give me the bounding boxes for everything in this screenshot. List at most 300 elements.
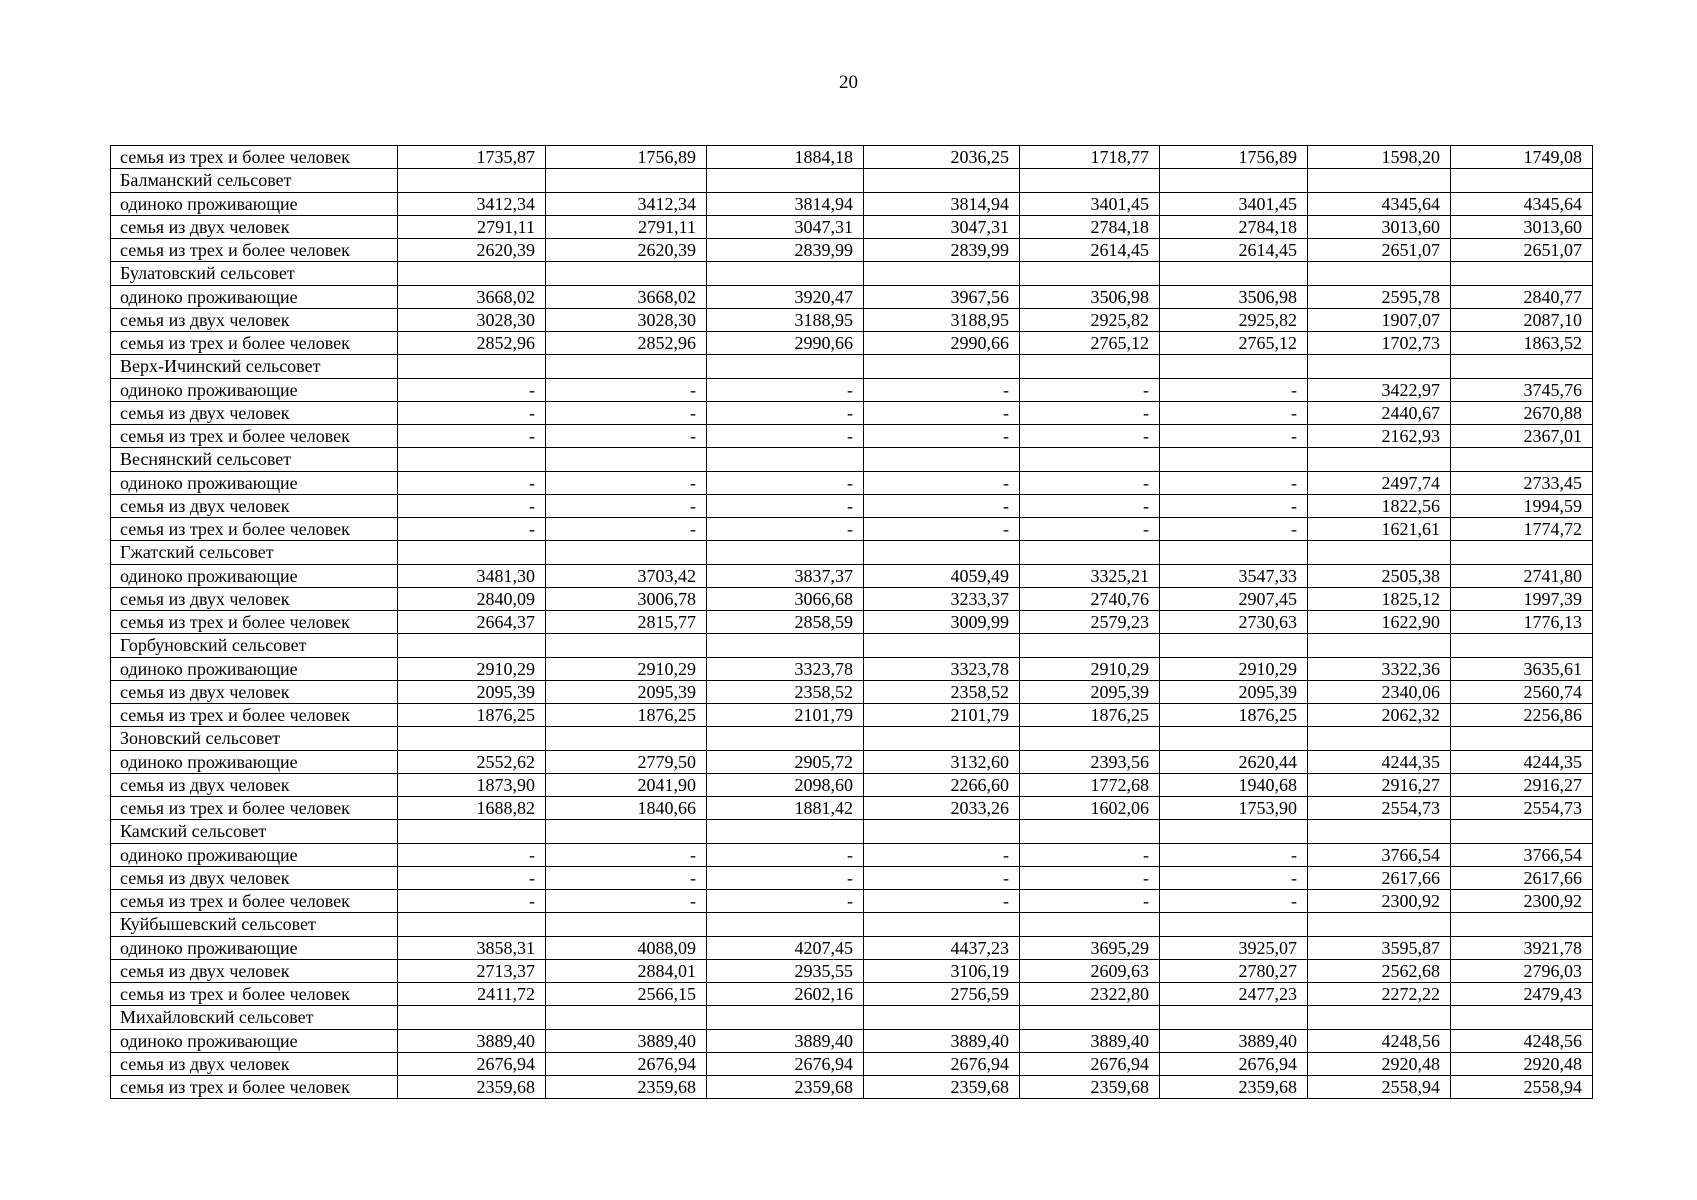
value-cell — [707, 541, 864, 564]
value-cell: 3006,78 — [546, 587, 707, 610]
value-cell: 3920,47 — [707, 285, 864, 308]
value-cell: - — [1160, 890, 1308, 913]
value-cell: - — [1160, 494, 1308, 517]
value-cell: 2300,92 — [1451, 890, 1593, 913]
value-cell: 3481,30 — [398, 564, 546, 587]
table-body — [111, 146, 1593, 1099]
table-row — [111, 820, 1593, 843]
value-cell: 2595,78 — [1308, 285, 1451, 308]
row-label: семья из трех и более человек — [111, 1076, 398, 1099]
value-cell: 2062,32 — [1308, 704, 1451, 727]
value-cell: 2340,06 — [1308, 680, 1451, 703]
value-cell: - — [1020, 494, 1160, 517]
value-cell — [1020, 355, 1160, 378]
value-cell: 3967,56 — [864, 285, 1020, 308]
value-cell: 2676,94 — [1160, 1052, 1308, 1075]
value-cell — [398, 541, 546, 564]
value-cell: - — [546, 843, 707, 866]
table-row — [111, 448, 1593, 471]
value-cell: - — [546, 866, 707, 889]
row-label: Верх-Ичинский сельсовет — [111, 355, 398, 378]
value-cell: 4345,64 — [1308, 192, 1451, 215]
value-cell — [398, 1006, 546, 1029]
table-row — [111, 1076, 1593, 1099]
value-cell: 2791,11 — [398, 215, 546, 238]
value-cell — [1308, 169, 1451, 192]
value-cell: 2620,39 — [546, 239, 707, 262]
row-label: Веснянский сельсовет — [111, 448, 398, 471]
value-cell: 2554,73 — [1308, 797, 1451, 820]
value-cell: - — [707, 518, 864, 541]
table-row — [111, 378, 1593, 401]
value-cell: 2614,45 — [1020, 239, 1160, 262]
value-cell — [1160, 1006, 1308, 1029]
value-cell: 2676,94 — [864, 1052, 1020, 1075]
value-cell — [1020, 1006, 1160, 1029]
table-row — [111, 146, 1593, 169]
value-cell: - — [864, 890, 1020, 913]
value-cell — [864, 820, 1020, 843]
value-cell — [1308, 1006, 1451, 1029]
row-label: одиноко проживающие — [111, 1029, 398, 1052]
value-cell — [1308, 262, 1451, 285]
value-cell — [707, 913, 864, 936]
value-cell: 2367,01 — [1451, 425, 1593, 448]
value-cell: - — [864, 494, 1020, 517]
value-cell: 2041,90 — [546, 773, 707, 796]
value-cell: 1718,77 — [1020, 146, 1160, 169]
value-cell: - — [1020, 378, 1160, 401]
row-label: семья из двух человек — [111, 680, 398, 703]
value-cell: 2925,82 — [1160, 308, 1308, 331]
value-cell: 2359,68 — [864, 1076, 1020, 1099]
value-cell — [1020, 262, 1160, 285]
value-cell: 2101,79 — [707, 704, 864, 727]
value-cell: 1997,39 — [1451, 587, 1593, 610]
value-cell: 2552,62 — [398, 750, 546, 773]
value-cell — [707, 727, 864, 750]
value-cell: 3925,07 — [1160, 936, 1308, 959]
value-cell: 3188,95 — [864, 308, 1020, 331]
row-label: одиноко проживающие — [111, 936, 398, 959]
row-label: семья из трех и более человек — [111, 890, 398, 913]
value-cell — [707, 355, 864, 378]
value-cell: 1876,25 — [1020, 704, 1160, 727]
row-label: Гжатский сельсовет — [111, 541, 398, 564]
row-label: одиноко проживающие — [111, 471, 398, 494]
value-cell: - — [864, 401, 1020, 424]
value-cell: 2884,01 — [546, 959, 707, 982]
value-cell — [546, 820, 707, 843]
value-cell: 2562,68 — [1308, 959, 1451, 982]
value-cell: 1702,73 — [1308, 332, 1451, 355]
value-cell: 4059,49 — [864, 564, 1020, 587]
row-label: семья из трех и более человек — [111, 518, 398, 541]
value-cell: 2359,68 — [1020, 1076, 1160, 1099]
value-cell: 2651,07 — [1308, 239, 1451, 262]
value-cell — [1160, 541, 1308, 564]
value-cell: 2095,39 — [1160, 680, 1308, 703]
value-cell: 2358,52 — [707, 680, 864, 703]
value-cell: - — [398, 401, 546, 424]
value-cell — [1020, 727, 1160, 750]
value-cell: 3013,60 — [1308, 215, 1451, 238]
value-cell — [1308, 727, 1451, 750]
value-cell: - — [398, 518, 546, 541]
value-cell — [864, 1006, 1020, 1029]
value-cell — [864, 448, 1020, 471]
row-label: семья из трех и более человек — [111, 797, 398, 820]
table-row — [111, 471, 1593, 494]
value-cell: - — [864, 866, 1020, 889]
value-cell: 3188,95 — [707, 308, 864, 331]
value-cell: 3668,02 — [546, 285, 707, 308]
value-cell: 3401,45 — [1020, 192, 1160, 215]
value-cell: 2095,39 — [1020, 680, 1160, 703]
value-cell: 1602,06 — [1020, 797, 1160, 820]
value-cell: 3323,78 — [864, 657, 1020, 680]
row-label: семья из двух человек — [111, 494, 398, 517]
value-cell: 3412,34 — [546, 192, 707, 215]
value-cell: 3595,87 — [1308, 936, 1451, 959]
value-cell — [1020, 541, 1160, 564]
value-cell: 2558,94 — [1308, 1076, 1451, 1099]
value-cell: 4244,35 — [1308, 750, 1451, 773]
value-cell: 2740,76 — [1020, 587, 1160, 610]
row-label: одиноко проживающие — [111, 285, 398, 308]
value-cell: 2670,88 — [1451, 401, 1593, 424]
value-cell: 2910,29 — [1020, 657, 1160, 680]
value-cell: 1621,61 — [1308, 518, 1451, 541]
value-cell: 3132,60 — [864, 750, 1020, 773]
value-cell: 3889,40 — [546, 1029, 707, 1052]
value-cell — [864, 169, 1020, 192]
value-cell — [707, 448, 864, 471]
value-cell — [1451, 448, 1593, 471]
value-cell — [1020, 913, 1160, 936]
value-cell: 1825,12 — [1308, 587, 1451, 610]
row-label: семья из двух человек — [111, 587, 398, 610]
value-cell: 2479,43 — [1451, 983, 1593, 1006]
row-label: семья из двух человек — [111, 866, 398, 889]
value-cell: 3889,40 — [864, 1029, 1020, 1052]
row-label: одиноко проживающие — [111, 657, 398, 680]
table-row — [111, 959, 1593, 982]
value-cell: 1756,89 — [546, 146, 707, 169]
value-cell — [864, 634, 1020, 657]
table-row — [111, 192, 1593, 215]
value-cell: 3766,54 — [1451, 843, 1593, 866]
value-cell: - — [1160, 518, 1308, 541]
value-cell: 1873,90 — [398, 773, 546, 796]
value-cell: 2779,50 — [546, 750, 707, 773]
table-row — [111, 634, 1593, 657]
value-cell — [546, 913, 707, 936]
value-cell — [1020, 634, 1160, 657]
table-row — [111, 704, 1593, 727]
value-cell: - — [1020, 518, 1160, 541]
value-cell — [546, 634, 707, 657]
value-cell: 2852,96 — [546, 332, 707, 355]
value-cell — [398, 262, 546, 285]
table-row — [111, 657, 1593, 680]
value-cell: 2272,22 — [1308, 983, 1451, 1006]
value-cell: - — [707, 471, 864, 494]
value-cell: 2910,29 — [398, 657, 546, 680]
value-cell: 4345,64 — [1451, 192, 1593, 215]
value-cell: 3325,21 — [1020, 564, 1160, 587]
value-cell: 2651,07 — [1451, 239, 1593, 262]
table-row — [111, 285, 1593, 308]
value-cell — [1451, 262, 1593, 285]
value-cell: 2566,15 — [546, 983, 707, 1006]
value-cell: 1756,89 — [1160, 146, 1308, 169]
value-cell: 4244,35 — [1451, 750, 1593, 773]
table-row — [111, 773, 1593, 796]
value-cell — [1308, 355, 1451, 378]
table-row — [111, 239, 1593, 262]
value-cell — [1308, 634, 1451, 657]
row-label: Камский сельсовет — [111, 820, 398, 843]
value-cell: 2780,27 — [1160, 959, 1308, 982]
value-cell: 2440,67 — [1308, 401, 1451, 424]
value-cell: - — [1160, 401, 1308, 424]
value-cell: 4437,23 — [864, 936, 1020, 959]
value-cell: - — [398, 866, 546, 889]
value-cell: 2796,03 — [1451, 959, 1593, 982]
value-cell: 2990,66 — [707, 332, 864, 355]
subsistence-table — [110, 145, 1593, 1099]
value-cell: 2393,56 — [1020, 750, 1160, 773]
value-cell: - — [1020, 866, 1160, 889]
value-cell: 2713,37 — [398, 959, 546, 982]
value-cell — [1451, 1006, 1593, 1029]
row-label: Зоновский сельсовет — [111, 727, 398, 750]
value-cell: - — [864, 518, 1020, 541]
value-cell: 3412,34 — [398, 192, 546, 215]
value-cell — [546, 541, 707, 564]
value-cell — [1160, 355, 1308, 378]
value-cell: 2676,94 — [546, 1052, 707, 1075]
value-cell: 2602,16 — [707, 983, 864, 1006]
value-cell: 2609,63 — [1020, 959, 1160, 982]
value-cell: 2322,80 — [1020, 983, 1160, 1006]
table-row — [111, 843, 1593, 866]
value-cell — [864, 355, 1020, 378]
value-cell: 2359,68 — [546, 1076, 707, 1099]
value-cell: 2411,72 — [398, 983, 546, 1006]
value-cell: - — [707, 401, 864, 424]
table-row — [111, 797, 1593, 820]
value-cell: 4248,56 — [1308, 1029, 1451, 1052]
row-label: одиноко проживающие — [111, 378, 398, 401]
row-label: Балманский сельсовет — [111, 169, 398, 192]
value-cell: - — [398, 890, 546, 913]
value-cell — [398, 169, 546, 192]
value-cell: - — [707, 843, 864, 866]
value-cell: 2920,48 — [1308, 1052, 1451, 1075]
value-cell — [707, 169, 864, 192]
value-cell: 3668,02 — [398, 285, 546, 308]
page-number: 20 — [839, 72, 858, 93]
value-cell — [1308, 541, 1451, 564]
value-cell — [398, 913, 546, 936]
value-cell: 2359,68 — [707, 1076, 864, 1099]
row-label: семья из трех и более человек — [111, 704, 398, 727]
value-cell: 2840,09 — [398, 587, 546, 610]
value-cell: 2916,27 — [1308, 773, 1451, 796]
value-cell: 1598,20 — [1308, 146, 1451, 169]
value-cell — [1451, 727, 1593, 750]
table-row — [111, 866, 1593, 889]
value-cell: 2676,94 — [707, 1052, 864, 1075]
value-cell: - — [1020, 843, 1160, 866]
value-cell — [1160, 913, 1308, 936]
table-row — [111, 750, 1593, 773]
value-cell: 1688,82 — [398, 797, 546, 820]
value-cell: 2497,74 — [1308, 471, 1451, 494]
table-row — [111, 1029, 1593, 1052]
value-cell: - — [398, 378, 546, 401]
value-cell: - — [1020, 890, 1160, 913]
value-cell: 2087,10 — [1451, 308, 1593, 331]
value-cell: 1822,56 — [1308, 494, 1451, 517]
value-cell — [1160, 448, 1308, 471]
value-cell: - — [398, 843, 546, 866]
table-row — [111, 518, 1593, 541]
value-cell: 2840,77 — [1451, 285, 1593, 308]
value-cell: 1622,90 — [1308, 611, 1451, 634]
table-row — [111, 262, 1593, 285]
value-cell: 2730,63 — [1160, 611, 1308, 634]
value-cell — [398, 634, 546, 657]
value-cell: 3858,31 — [398, 936, 546, 959]
value-cell: 2095,39 — [546, 680, 707, 703]
row-label: семья из трех и более человек — [111, 146, 398, 169]
value-cell: 2791,11 — [546, 215, 707, 238]
table-row — [111, 169, 1593, 192]
value-cell: 2676,94 — [1020, 1052, 1160, 1075]
value-cell — [398, 448, 546, 471]
table-row — [111, 1006, 1593, 1029]
row-label: семья из двух человек — [111, 773, 398, 796]
value-cell: 2617,66 — [1451, 866, 1593, 889]
value-cell: 2784,18 — [1160, 215, 1308, 238]
value-cell: 2358,52 — [864, 680, 1020, 703]
value-cell — [1160, 727, 1308, 750]
row-label: семья из трех и более человек — [111, 332, 398, 355]
value-cell: 3401,45 — [1160, 192, 1308, 215]
value-cell — [546, 169, 707, 192]
value-cell: - — [864, 378, 1020, 401]
value-cell: - — [1160, 843, 1308, 866]
row-label: одиноко проживающие — [111, 750, 398, 773]
value-cell: 2579,23 — [1020, 611, 1160, 634]
value-cell: 3233,37 — [864, 587, 1020, 610]
value-cell: 4248,56 — [1451, 1029, 1593, 1052]
value-cell: - — [1020, 471, 1160, 494]
value-cell — [398, 355, 546, 378]
value-cell: 2741,80 — [1451, 564, 1593, 587]
table-row — [111, 983, 1593, 1006]
value-cell: 2733,45 — [1451, 471, 1593, 494]
value-cell: 2916,27 — [1451, 773, 1593, 796]
value-cell: - — [398, 471, 546, 494]
value-cell: 2935,55 — [707, 959, 864, 982]
value-cell: 3837,37 — [707, 564, 864, 587]
value-cell: 3047,31 — [864, 215, 1020, 238]
row-label: Михайловский сельсовет — [111, 1006, 398, 1029]
value-cell — [1160, 169, 1308, 192]
value-cell: 1876,25 — [1160, 704, 1308, 727]
value-cell — [707, 262, 864, 285]
value-cell: - — [864, 843, 1020, 866]
table-row — [111, 401, 1593, 424]
value-cell — [546, 262, 707, 285]
value-cell: - — [1160, 425, 1308, 448]
value-cell: - — [1160, 471, 1308, 494]
value-cell: - — [546, 425, 707, 448]
value-cell: 2664,37 — [398, 611, 546, 634]
value-cell: 3506,98 — [1020, 285, 1160, 308]
value-cell: 1772,68 — [1020, 773, 1160, 796]
value-cell: 2617,66 — [1308, 866, 1451, 889]
table-row — [111, 611, 1593, 634]
value-cell — [546, 355, 707, 378]
value-cell: - — [864, 471, 1020, 494]
value-cell: 3814,94 — [707, 192, 864, 215]
table-row — [111, 541, 1593, 564]
table-row — [111, 1052, 1593, 1075]
table-row — [111, 680, 1593, 703]
value-cell: 3009,99 — [864, 611, 1020, 634]
value-cell: - — [707, 494, 864, 517]
value-cell: 2765,12 — [1020, 332, 1160, 355]
value-cell: - — [546, 518, 707, 541]
value-cell: 3889,40 — [1160, 1029, 1308, 1052]
value-cell — [707, 1006, 864, 1029]
value-cell: 3047,31 — [707, 215, 864, 238]
value-cell: 2620,44 — [1160, 750, 1308, 773]
value-cell: 4207,45 — [707, 936, 864, 959]
value-cell: - — [546, 401, 707, 424]
value-cell: 2920,48 — [1451, 1052, 1593, 1075]
value-cell — [1308, 820, 1451, 843]
value-cell: 3028,30 — [398, 308, 546, 331]
value-cell: 2101,79 — [864, 704, 1020, 727]
value-cell: 2910,29 — [1160, 657, 1308, 680]
value-cell: 2505,38 — [1308, 564, 1451, 587]
value-cell — [864, 727, 1020, 750]
value-cell — [864, 262, 1020, 285]
value-cell — [1451, 913, 1593, 936]
value-cell: 2907,45 — [1160, 587, 1308, 610]
row-label: семья из двух человек — [111, 959, 398, 982]
value-cell — [1451, 634, 1593, 657]
value-cell: 1735,87 — [398, 146, 546, 169]
table-row — [111, 727, 1593, 750]
value-cell: 2359,68 — [1160, 1076, 1308, 1099]
value-cell: 2256,86 — [1451, 704, 1593, 727]
value-cell: 1884,18 — [707, 146, 864, 169]
value-cell: 3889,40 — [1020, 1029, 1160, 1052]
row-label: одиноко проживающие — [111, 564, 398, 587]
table-row — [111, 936, 1593, 959]
value-cell — [707, 820, 864, 843]
value-cell — [864, 541, 1020, 564]
table-row — [111, 890, 1593, 913]
value-cell: 3013,60 — [1451, 215, 1593, 238]
